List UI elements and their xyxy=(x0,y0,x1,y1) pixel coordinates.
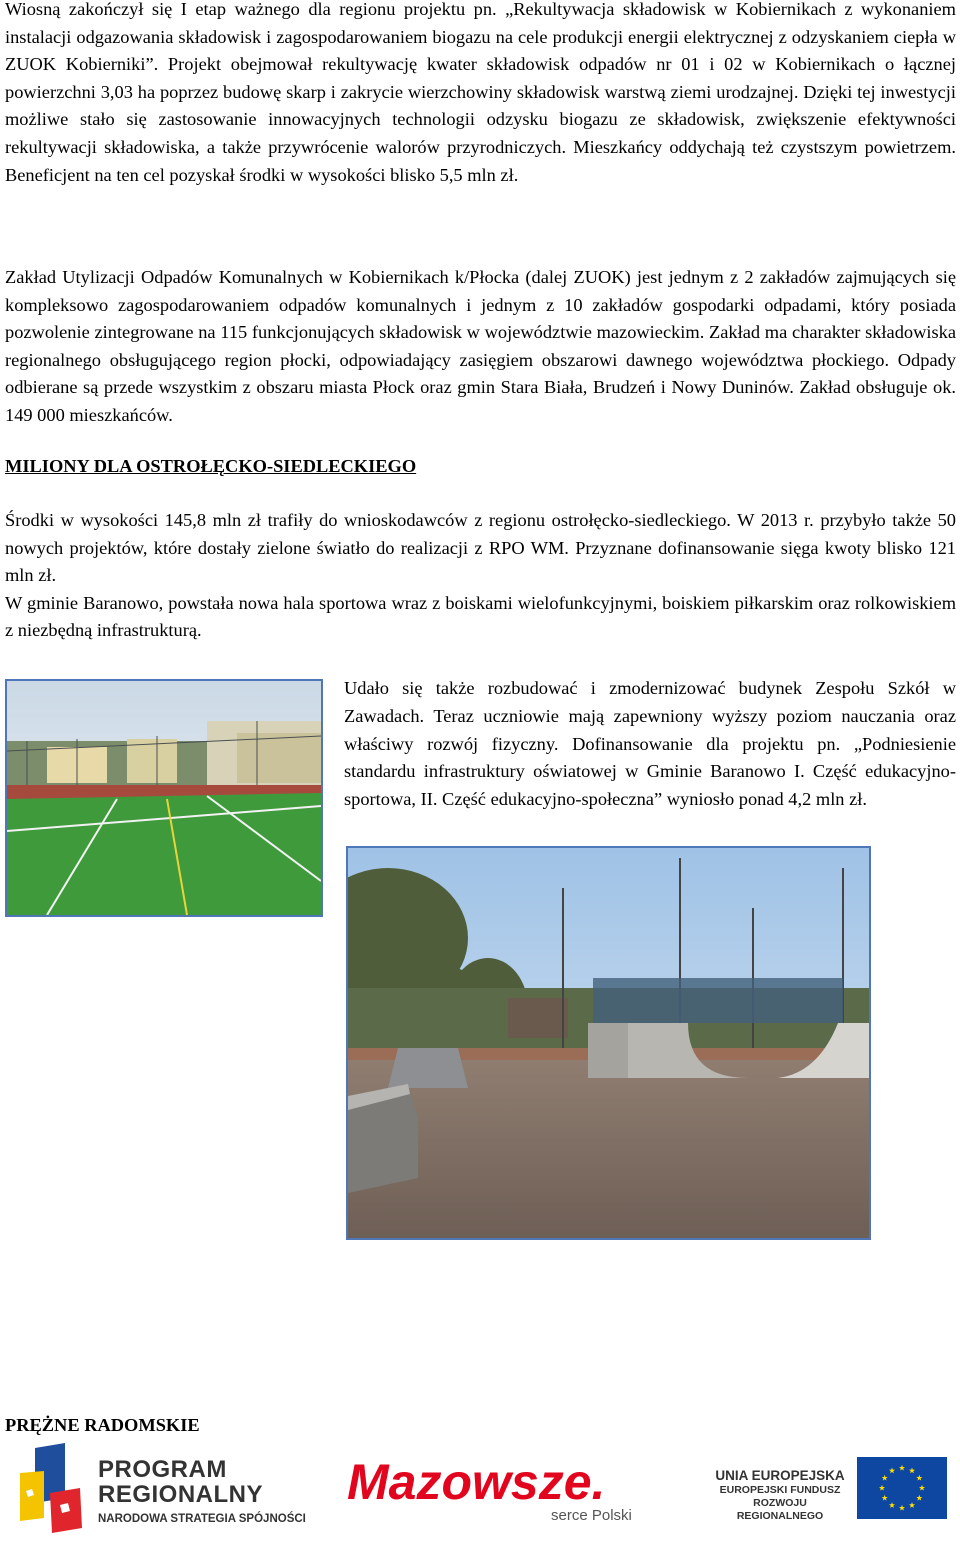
sports-field-image xyxy=(7,681,321,915)
skatepark-image xyxy=(348,848,869,1238)
eu-flag-icon xyxy=(857,1457,947,1519)
strategia-label: NARODOWA STRATEGIA SPÓJNOŚCI xyxy=(98,1513,306,1525)
eu-label: UNIA EUROPEJSKA xyxy=(715,1468,845,1483)
eu-logo xyxy=(710,1457,950,1527)
zawady-paragraph: Udało się także rozbudować i zmodernizować budynek Zespołu Szkół w Zawadach. Teraz uczniowie mają zapewniony wyższy poziom nauczania oraz właściwy rozwój fizyczny. Dofinansowanie dla projektu pn. „Podniesienie standardu infrastruktury oświatowej w Gminie Baranowo I. Część edukacyjno-sportowa, II. Część edukacyjno-społeczna” wyniosło ponad 4,2 mln zł. xyxy=(344,678,956,810)
mazowsze-wordmark-icon xyxy=(345,1453,655,1513)
zuok-paragraph: Zakład Utylizacji Odpadów Komunalnych w Kobiernikach k/Płocka (dalej ZUOK) jest jednym z 2 zakładów zajmujących się kompleksowo zagospodarowaniem odpadów komunalnych i jednym z 10 zakładów gospodarki odpadami, który posiada pozwolenie zintegrowane na 115 funkcjonujących składowisk w województwie mazowieckim. Zakład ma charakter składowiska regionalnego obsługującego region płocki, odpowiadający zasięgiem obszarowi dawnego województwa płockiego. Odpady odbierane są przede wszystkim z obszaru miasta Płock oraz gmin Stara Biała, Brudzeń i Nowy Duninów. Zakład obsługuje ok. 149 000 mieszkańców. xyxy=(5,267,956,425)
mazowsze-logo xyxy=(345,1453,655,1538)
program-label: PROGRAM xyxy=(98,1456,227,1483)
section-heading-ostroleka: MILIONY DLA OSTROŁĘCKO-SIEDLECKIEGO xyxy=(5,456,417,476)
program-regionalny-emblem-icon xyxy=(20,1443,90,1538)
section-heading-radomskie: PRĘŻNE RADOMSKIE xyxy=(5,1415,200,1435)
intro-paragraph: Wiosną zakończył się I etap ważnego dla regionu projektu pn. „Rekultywacja składowisk w Kobiernikach z wykonaniem instalacji odgazowania składowisk i zagospodarowaniem biogazu na cele produkcji energii elektrycznej z odzyskaniem ciepła w ZUOK Kobierniki”. Projekt obejmował rekultywację kwater składowisk odpadów nr 01 i 02 w Kobiernikach o łącznej powierzchni 3,03 ha poprzez budowę skarp i zakrycie wierzchowiny składowisk warstwą ziemi urodzajnej. Dzięki tej inwestycji możliwe stało się zastosowanie innowacyjnych technologii odzysku biogazu ze składowisk, zwiększenie efektywności rekultywacji składowiska, a także przywrócenie walorów przyrodniczych. Mieszkańcy oddychają też czystszym powietrzem. Beneficjent na ten cel pozyskał środki w wysokości blisko 5,5 mln zł. xyxy=(5,0,956,185)
baranowo-paragraph: W gminie Baranowo, powstała nowa hala sportowa wraz z boiskami wielofunkcyjnymi, boiskiem piłkarskim oraz rolkowiskiem z niezbędną infrastrukturą. xyxy=(5,592,956,641)
miliony-paragraph: Środki w wysokości 145,8 mln zł trafiły do wnioskodawców z regionu ostrołęcko-siedleckiego. W 2013 r. przybyło także 50 nowych projektów, które dostały zielone światło do realizacji z RPO WM. Przyznane dofinansowanie sięga kwoty blisko 121 mln zł. xyxy=(5,510,956,586)
efrr-line1-label: EUROPEJSKI FUNDUSZ xyxy=(719,1484,841,1496)
mazowsze-wordmark-text: Mazowsze. xyxy=(347,1454,606,1510)
serce-polski-label: serce Polski xyxy=(551,1507,632,1524)
efrr-line2-label: ROZWOJU REGIONALNEGO xyxy=(736,1497,824,1522)
regionalny-label: REGIONALNY xyxy=(98,1481,264,1508)
footer-logos xyxy=(0,1443,960,1541)
program-regionalny-logo xyxy=(20,1443,310,1538)
miliony-section xyxy=(5,507,956,645)
sports-field-photo xyxy=(5,679,323,917)
skatepark-photo xyxy=(346,846,871,1240)
